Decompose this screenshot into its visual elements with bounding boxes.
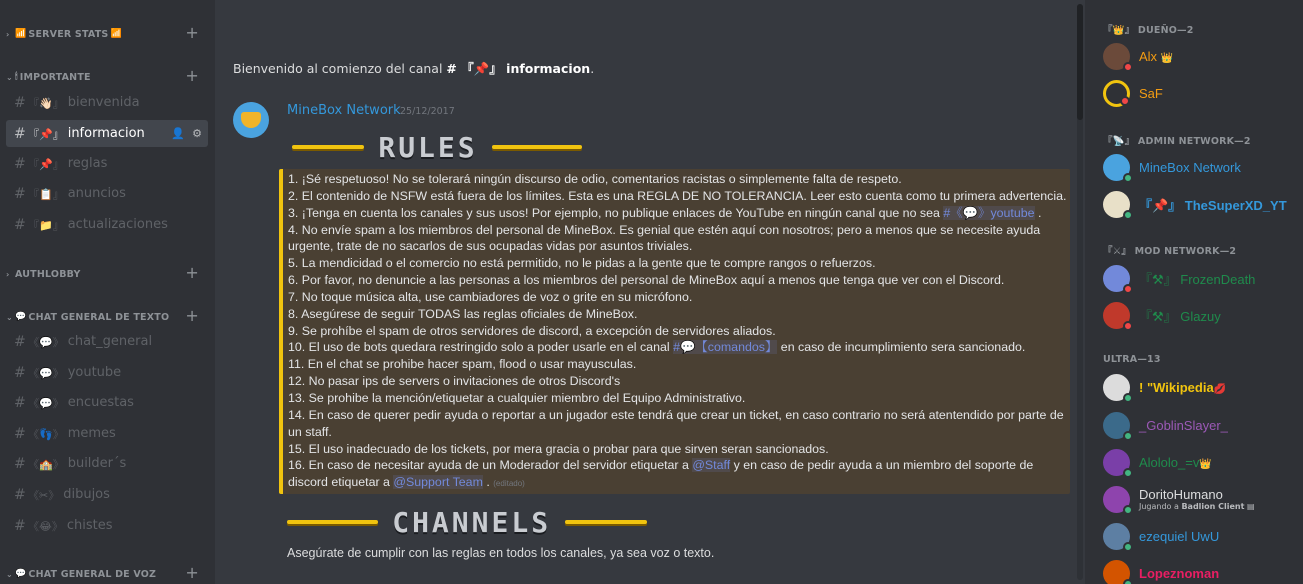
channel-label: youtube (67, 365, 122, 380)
status-online-icon (1123, 505, 1133, 515)
rule-line: 6. Por favor, no denuncie a las personas a los miembros del personal de MineBox aquí a menos que tenga que ver con el Discord. (288, 273, 1005, 288)
rule-line: 11. En el chat se prohibe hacer spam, flood o usar mayusculas. (288, 357, 637, 372)
avatar (1103, 412, 1130, 439)
status-online-icon (1123, 173, 1133, 183)
member-item[interactable] (1103, 150, 1298, 184)
status-online-icon (1123, 431, 1133, 441)
rule-line: 14. En caso de querer pedir ayuda o reportar a un jugador este tendrá que crear un ticket, en caso contrario no será atentendido por parte de un staff. (288, 407, 1064, 439)
channel-emoji: 《😂》 (28, 519, 63, 533)
member-activity: Jugando a Badlion Client ▤ (1139, 502, 1255, 511)
category-emoji: 📶 (110, 29, 122, 39)
status-dnd-icon (1123, 284, 1133, 294)
status-online-icon (1123, 542, 1133, 552)
status-dnd-icon (1123, 62, 1133, 72)
avatar[interactable] (233, 102, 269, 138)
category-emoji: 💬 (15, 569, 27, 579)
category-chat-texto[interactable] (6, 306, 205, 325)
category-label: CHAT GENERAL DE VOZ (28, 568, 157, 580)
banner-line (287, 520, 378, 524)
avatar (1103, 80, 1130, 107)
rule-line: 2. El contenido de NSFW está fuera de los límites. Esta es una REGLA DE NO TOLERANCIA. Leer esto cuenta como tu primera advertencia. (288, 188, 1067, 203)
member-name: 『📌』 TheSuperXD_YT (1139, 197, 1287, 213)
avatar (1103, 486, 1130, 513)
hash-icon: # (14, 185, 26, 202)
member-list (1085, 0, 1303, 584)
category-authlobby[interactable] (6, 263, 205, 282)
rule-text: 3. ¡Tenga en cuenta los canales y sus usos! Por ejemplo, no publique enlaces de YouTube en ningún canal que no sea (288, 205, 940, 220)
channel-actualizaciones[interactable] (6, 211, 208, 238)
status-online-icon (1123, 468, 1133, 478)
channel-builders[interactable] (6, 450, 208, 477)
category-server-stats[interactable] (6, 23, 205, 42)
hash-icon: # (14, 155, 26, 172)
hash-icon: # (14, 364, 26, 381)
avatar (1103, 191, 1130, 218)
member-name: 『⚒』 Glazuy (1139, 308, 1221, 324)
avatar (1103, 43, 1130, 70)
status-dnd-icon (1120, 96, 1130, 106)
channel-informacion[interactable] (6, 120, 208, 147)
rule-line: 7. No toque música alta, use cambiadores de voz o grite en su micrófono. (288, 289, 693, 304)
member-name: _GoblinSlayer_ (1139, 417, 1228, 433)
rule-line: 5. La mendicidad o el comercio no está permitido, no le pidas a la gente que te compre rangos o refuerzos. (288, 256, 876, 271)
rule-period: . (1038, 205, 1042, 220)
rule-line: 15. El uso inadecuado de los tickets, por mera gracia o probar para que sirven seran sancionados. (288, 441, 829, 456)
hash-icon: # (14, 394, 26, 411)
edited-tag: (editado) (493, 479, 525, 489)
hash-icon: # (14, 455, 26, 472)
channel-label: builder´s (67, 456, 127, 471)
member-item[interactable] (1103, 187, 1298, 221)
member-item[interactable] (1103, 408, 1298, 442)
status-dnd-icon (1123, 321, 1133, 331)
chat-area (215, 0, 1085, 584)
channel-sidebar (0, 0, 215, 584)
scrollbar-thumb[interactable] (1077, 4, 1083, 120)
banner-line (292, 145, 364, 149)
rule-line: 4. No envíe spam a los miembros del personal de MineBox. Es genial que estén aquí con nosotros; pero a menos que se necesite ayuda urgente, trate de no sacarlos de sus ocupadas vidas por asuntos triviales. (288, 222, 1041, 254)
channel-emoji: 『👋🏻』 (28, 96, 64, 110)
rule-line (288, 339, 1070, 356)
member-name: Alx 👑 (1139, 48, 1174, 64)
add-channel-icon[interactable]: + (185, 306, 199, 325)
rules-banner (287, 129, 587, 165)
avatar (1103, 154, 1130, 181)
role-mention-support[interactable]: @Support Team (393, 475, 483, 490)
channel-emoji: 《✂》 (28, 488, 60, 502)
channel-anuncios[interactable] (6, 180, 208, 207)
channel-label: bienvenida (67, 95, 140, 110)
hash-icon: # (14, 333, 26, 350)
channel-chat-general[interactable] (6, 328, 208, 355)
message-timestamp: 25/12/2017 (400, 106, 455, 117)
channel-emoji: 『📌』 (28, 157, 64, 171)
member-name: Lopeznoman (1139, 565, 1220, 581)
avatar (1103, 523, 1130, 550)
chevron-down-icon: ⌄ (6, 569, 13, 579)
role-mention-staff[interactable]: @Staff (692, 458, 731, 473)
rule-line (288, 205, 1070, 222)
banner-line (492, 145, 582, 149)
channel-chistes[interactable] (6, 512, 208, 539)
member-name: ezequiel UwU (1139, 528, 1220, 544)
category-label: SERVER STATS (28, 28, 109, 40)
member-item[interactable] (1103, 556, 1298, 584)
member-name: MineBox Network (1139, 159, 1241, 175)
hash-icon: # (14, 517, 26, 534)
avatar (1103, 302, 1130, 329)
add-channel-icon[interactable]: + (185, 263, 199, 282)
channel-emoji: 《🏫》 (28, 457, 64, 471)
role-header-admin: 『📡』 ADMIN NETWORK—2 (1103, 136, 1251, 147)
chevron-right-icon: › (6, 269, 10, 279)
channel-label: dibujos (63, 487, 110, 502)
category-chat-voz[interactable] (6, 563, 205, 582)
category-emoji: 🕯 (15, 72, 18, 82)
rule-period: . (486, 475, 490, 490)
member-name: Alololo_=v👑 (1139, 454, 1212, 470)
member-item[interactable] (1103, 370, 1298, 404)
avatar (1103, 560, 1130, 584)
category-importante[interactable] (6, 66, 205, 85)
channel-encuestas[interactable] (6, 389, 208, 416)
channel-label: memes (67, 426, 116, 441)
add-channel-icon[interactable]: + (185, 23, 199, 42)
channel-label: reglas (67, 156, 108, 171)
channel-emoji: 《💬》 (28, 396, 64, 410)
channel-label: chat_general (67, 334, 153, 349)
category-emoji: 💬 (15, 312, 27, 322)
channel-label: anuncios (67, 186, 126, 201)
channel-emoji: 『📁』 (28, 218, 64, 232)
rule-text: 16. En caso de necesitar ayuda de un Moderador del servidor etiquetar a (288, 458, 689, 473)
chevron-down-icon: ⌄ (6, 312, 13, 322)
member-name: DoritoHumano (1139, 487, 1223, 502)
channel-label: actualizaciones (67, 217, 168, 232)
role-header-ultra: ULTRA—13 (1103, 354, 1161, 365)
category-label: AUTHLOBBY (15, 268, 81, 280)
welcome-channel-name: # 『📌』 informacion (446, 61, 591, 76)
hash-icon: # (14, 94, 26, 111)
rule-line: 12. No pasar ips de servers o invitaciones de otros Discord's (288, 374, 621, 389)
channel-emoji: 『📋』 (28, 187, 64, 201)
channel-mention-youtube[interactable]: #《💬》youtube (943, 205, 1035, 220)
channel-youtube[interactable] (6, 359, 208, 386)
add-channel-icon[interactable]: + (185, 563, 199, 582)
rule-line (288, 457, 1070, 493)
message-author[interactable]: MineBox Network (287, 103, 401, 118)
member-item[interactable] (1103, 76, 1298, 110)
avatar (1103, 265, 1130, 292)
member-name: SaF (1139, 85, 1163, 101)
hash-icon: # (14, 216, 26, 233)
channel-emoji: 『📌』 (28, 127, 64, 141)
banner-line (565, 520, 647, 524)
rules-embed (279, 169, 1070, 494)
chevron-right-icon: › (6, 29, 10, 39)
channel-reglas[interactable] (6, 150, 208, 177)
member-name: ! "Wikipedia💋 (1139, 379, 1227, 395)
member-name: 『⚒』 FrozenDeath (1139, 271, 1256, 287)
channels-banner-title: CHANNELS (392, 505, 552, 539)
rule-text: 10. El uso de bots quedara restringido solo a poder usarle en el canal (288, 340, 670, 355)
message-text: Asegúrate de cumplir con las reglas en todos los canales, ya sea voz o texto. (287, 546, 715, 560)
add-channel-icon[interactable]: + (185, 66, 199, 85)
category-label: IMPORTANTE (19, 71, 91, 83)
category-label: CHAT GENERAL DE TEXTO (28, 311, 170, 323)
member-item[interactable] (1103, 519, 1298, 553)
rule-line: 13. Se prohibe la mención/etiquetar a cualquier miembro del Equipo Administrativo. (288, 390, 746, 405)
welcome-text: Bienvenido al comienzo del canal (233, 61, 443, 76)
avatar (1103, 374, 1130, 401)
status-online-icon (1123, 210, 1133, 220)
channel-label: encuestas (67, 395, 134, 410)
status-online-icon (1123, 393, 1133, 403)
rule-text: en caso de incumplimiento sera sancionado. (780, 340, 1026, 355)
channel-emoji: 《👣》 (28, 427, 64, 441)
rule-line: 9. Se prohíbe el spam de otros servidores de discord, a excepción de servidores aliados. (288, 323, 776, 338)
invite-icon[interactable]: 👤 (171, 127, 186, 140)
channel-emoji: 《💬》 (28, 335, 64, 349)
member-item[interactable] (1103, 261, 1298, 295)
member-item[interactable] (1103, 298, 1298, 332)
welcome-period: . (590, 61, 595, 76)
avatar (1103, 449, 1130, 476)
channel-memes[interactable] (6, 420, 208, 447)
member-item[interactable] (1103, 482, 1298, 516)
rule-line: 1. ¡Sé respetuoso! No se tolerará ningún discurso de odio, comentarios racistas o simplemente falta de respeto. (288, 172, 902, 186)
channels-banner (287, 504, 647, 540)
member-item[interactable] (1103, 445, 1298, 479)
channel-label: chistes (66, 518, 113, 533)
chevron-down-icon: ⌄ (6, 72, 13, 82)
channel-bienvenida[interactable] (6, 89, 208, 116)
hash-icon: # (14, 425, 26, 442)
member-item[interactable] (1103, 39, 1298, 73)
channel-label: informacion (67, 126, 145, 141)
category-emoji: 📶 (15, 29, 27, 39)
rules-banner-title: RULES (378, 130, 478, 164)
channel-welcome (233, 59, 594, 77)
hash-icon: # (14, 125, 26, 142)
role-header-dueno: 『👑』 DUEÑO—2 (1103, 25, 1194, 36)
gear-icon[interactable]: ⚙ (192, 127, 202, 140)
rich-presence-icon: ▤ (1246, 502, 1255, 511)
rule-line: 8. Asegúrese de seguir TODAS las reglas oficiales de MineBox. (288, 306, 638, 321)
hash-icon: # (14, 486, 26, 503)
status-online-icon (1123, 579, 1133, 584)
channel-dibujos[interactable] (6, 481, 208, 508)
channel-mention-comandos[interactable]: #💬【comandos】 (673, 340, 778, 355)
role-header-mod: 『⚔』 MOD NETWORK—2 (1103, 246, 1237, 257)
channel-emoji: 《💬》 (28, 366, 64, 380)
rule-text: y en caso de pedir ayuda a un miembro del soporte de discord etiquetar a (288, 458, 1034, 490)
